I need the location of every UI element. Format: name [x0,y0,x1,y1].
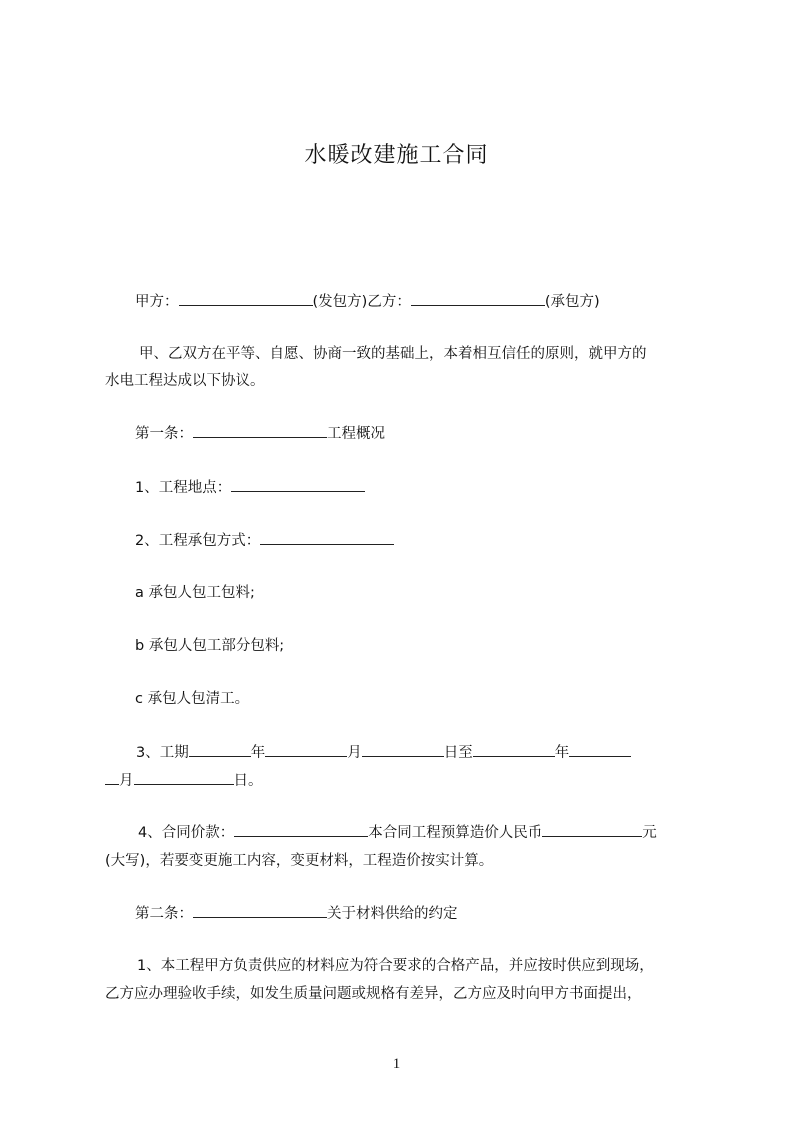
article1-item4-line2: (大写)，若要变更施工内容，变更材料，工程造价按实计算。 [105,853,494,869]
party-b-role: (承包方) [544,294,600,310]
party-b-blank[interactable] [411,292,545,306]
article1-heading [135,424,733,444]
article1-blank[interactable] [193,424,327,438]
start-year-blank[interactable] [189,743,251,757]
article2-heading-prefix: 第二条： [135,906,193,922]
party-a-label: 甲方： [135,294,179,310]
article1-item4-line1 [138,823,736,843]
option-b: b 承包人包工部分包料; [135,638,285,654]
party-a-role: (发包方)乙方： [312,294,411,310]
intro-line-2: 水电工程达成以下协议。 [105,373,265,389]
option-c: c 承包人包清工。 [135,691,250,707]
parties-line [135,292,733,312]
end-month-blank-start[interactable] [569,743,631,757]
project-location-label: 1、工程地点： [135,480,232,496]
end-month-blank-end[interactable] [105,771,119,785]
contract-price-label: 4、合同价款： [138,825,235,841]
contract-mode-label: 2、工程承包方式： [135,533,261,549]
contract-mode-blank[interactable] [260,531,394,545]
party-a-blank[interactable] [179,292,313,306]
article2-blank[interactable] [193,904,327,918]
end-day-blank[interactable] [134,771,234,785]
article2-heading [135,904,733,924]
start-day-blank[interactable] [362,743,444,757]
article1-heading-prefix: 第一条： [135,426,193,442]
article2-heading-suffix: 关于材料供给的约定 [327,906,458,922]
article1-heading-suffix: 工程概况 [327,426,385,442]
document-title: 水暖改建施工合同 [304,143,489,168]
article1-item3-line2 [105,771,703,791]
article1-item2 [135,531,733,551]
option-a: a 承包人包工包料; [135,585,255,601]
budget-amount-blank[interactable] [542,823,642,837]
project-location-blank[interactable] [231,478,365,492]
start-month-blank[interactable] [265,743,347,757]
contract-price-blank[interactable] [234,823,368,837]
month-label: 月 [347,745,362,761]
article1-item3-line1 [136,743,734,763]
end-year-blank[interactable] [473,743,555,757]
duration-label: 3、工期 [136,745,189,761]
article1-item1 [135,478,733,498]
intro-line-1: 甲、乙双方在平等、自愿、协商一致的基础上，本着相互信任的原则，就甲方的 [139,346,647,362]
month2-label: 月 [119,773,134,789]
currency-unit: 元 [642,825,657,841]
day-to-label: 日至 [443,745,473,761]
article2-item1-line1: 1、本工程甲方负责供应的材料应为符合要求的合格产品，并应按时供应到现场， [137,958,654,974]
year2-label: 年 [554,745,570,761]
day2-label: 日。 [233,773,263,789]
year-label: 年 [250,745,266,761]
page-number: 1 [392,1056,401,1072]
budget-text: 本合同工程预算造价人民币 [368,825,543,841]
article2-item1-line2: 乙方应办理验收手续，如发生质量问题或规格有差异，乙方应及时向甲方书面提出， [105,986,642,1002]
